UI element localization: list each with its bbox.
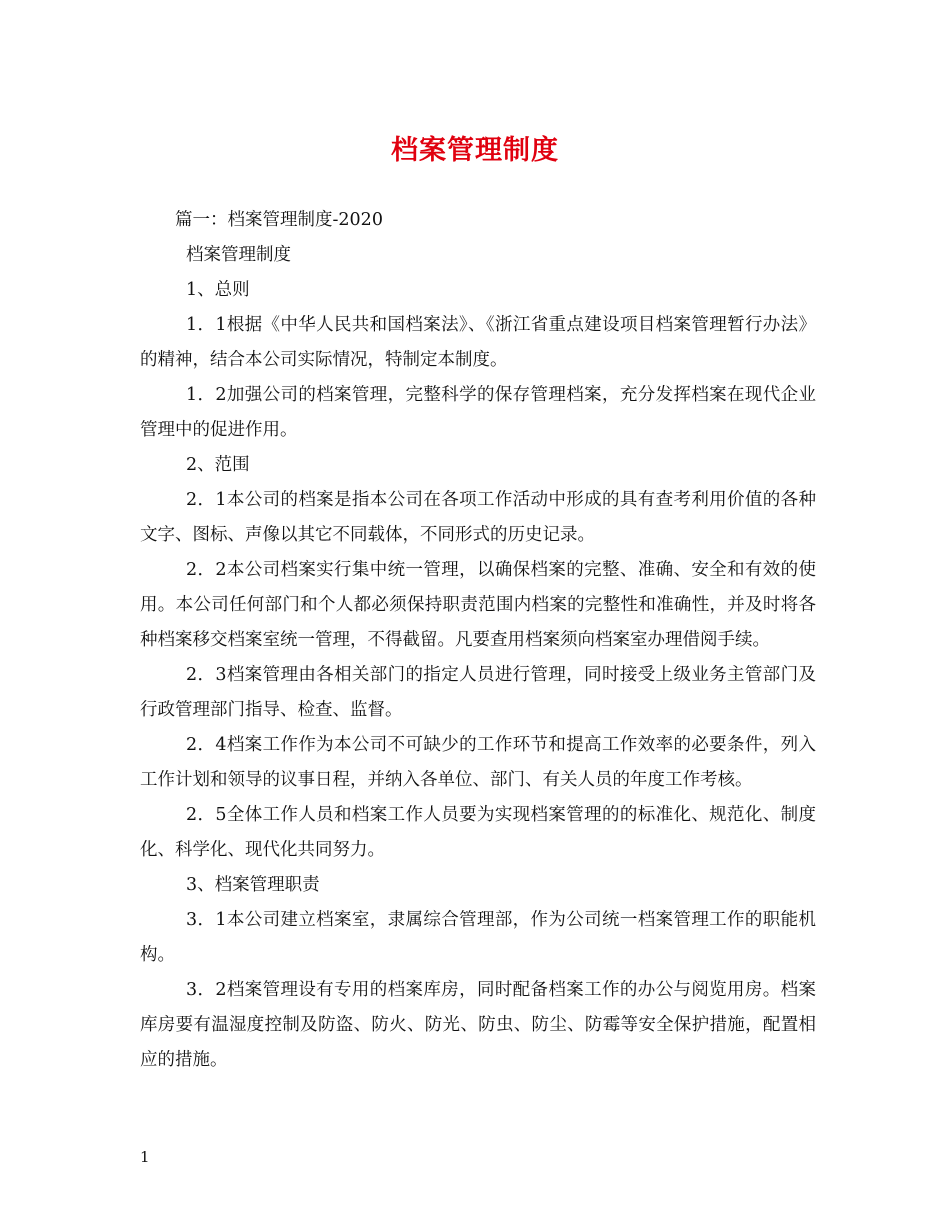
subtitle: 档案管理制度 — [186, 245, 291, 265]
paragraph-2-4: 2．4档案工作作为本公司不可缺少的工作环节和提高工作效率的必要条件，列入工作计划和领导的议事日程，并纳入各单位、部门、有关人员的年度工作考核。 — [140, 735, 816, 790]
paragraph-1-2: 1．2加强公司的档案管理，完整科学的保存管理档案，充分发挥档案在现代企业管理中的促进作用。 — [140, 385, 816, 440]
document-body — [140, 203, 816, 1078]
section-heading-1: 篇一：档案管理制度-2020 — [175, 210, 383, 230]
heading-general: 1、总则 — [186, 280, 250, 300]
paragraph-3-2: 3．2档案管理设有专用的档案库房，同时配备档案工作的办公与阅览用房。档案库房要有温湿度控制及防盗、防火、防光、防虫、防尘、防霉等安全保护措施，配置相应的措施。 — [140, 980, 816, 1070]
paragraph-3-1: 3．1本公司建立档案室，隶属综合管理部，作为公司统一档案管理工作的职能机构。 — [140, 910, 816, 965]
paragraph-2-3: 2．3档案管理由各相关部门的指定人员进行管理，同时接受上级业务主管部门及行政管理部门指导、检查、监督。 — [140, 665, 816, 720]
paragraph-1-1: 1．1根据《中华人民共和国档案法》、《浙江省重点建设项目档案管理暂行办法》的精神，结合本公司实际情况，特制定本制度。 — [140, 315, 816, 370]
heading-duties: 3、档案管理职责 — [186, 875, 320, 895]
document-title: 档案管理制度 — [391, 135, 559, 166]
paragraph-2-2: 2．2本公司档案实行集中统一管理，以确保档案的完整、准确、安全和有效的使用。本公司任何部门和个人都必须保持职责范围内档案的完整性和准确性，并及时将各种档案移交档案室统一管理，不得截留。凡要查用档案须向档案室办理借阅手续。 — [140, 560, 816, 650]
heading-scope: 2、范围 — [186, 455, 250, 475]
paragraph-2-5: 2．5全体工作人员和档案工作人员要为实现档案管理的的标准化、规范化、制度化、科学化、现代化共同努力。 — [140, 805, 816, 860]
page-number: 1 — [140, 1148, 150, 1166]
paragraph-2-1: 2．1本公司的档案是指本公司在各项工作活动中形成的具有查考利用价值的各种文字、图标、声像以其它不同载体，不同形式的历史记录。 — [140, 490, 816, 545]
